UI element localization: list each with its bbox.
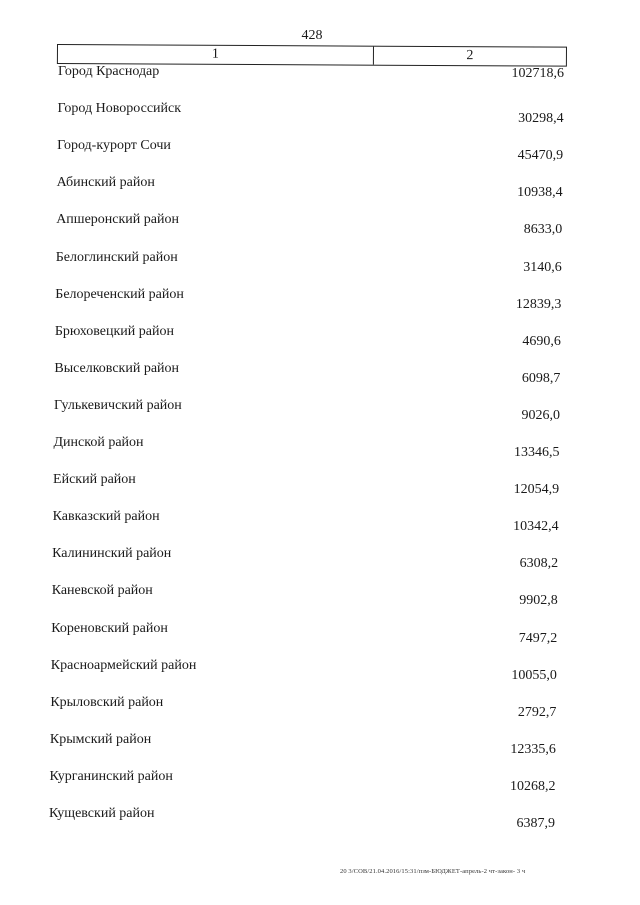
row-name: Кавказский район: [52, 509, 160, 525]
table-row: [0, 435, 640, 460]
row-value: 8633,0: [523, 222, 563, 238]
row-name: Кореновский район: [51, 620, 168, 636]
row-value: 10055,0: [511, 667, 557, 683]
row-value: 10342,4: [513, 519, 559, 535]
row-name: Динской район: [53, 435, 144, 450]
row-name: Крыловский район: [50, 694, 164, 710]
table-row: [0, 731, 640, 757]
row-value: 30298,4: [518, 111, 564, 127]
row-name: Город Краснодар: [58, 64, 160, 79]
row-name: Город-курорт Сочи: [57, 138, 171, 154]
table-row: [0, 583, 640, 609]
row-value: 12335,6: [510, 741, 556, 757]
row-value: 4690,6: [522, 333, 561, 349]
table-row: [0, 64, 640, 84]
table-row: [0, 768, 640, 794]
row-value: 12839,3: [515, 296, 562, 312]
table-row: [0, 101, 640, 127]
row-name: Брюховецкий район: [54, 323, 174, 339]
row-name: Курганинский район: [49, 768, 173, 784]
row-name: Абинский район: [56, 175, 155, 191]
table-row: [0, 249, 640, 275]
row-name: Каневской район: [51, 583, 153, 599]
header-col-2: 2: [466, 48, 474, 64]
table-row: [0, 286, 640, 312]
row-name: Город Новороссийск: [57, 101, 182, 117]
row-value: 2792,7: [517, 704, 557, 720]
row-value: 45470,9: [517, 148, 564, 164]
table-row: [0, 472, 640, 498]
table-row: [0, 694, 640, 720]
table-row: [0, 620, 640, 646]
footer-code: 20 3/СОВ/21.04.2016/15:31/пзм-БЮДЖЕТ-апрель-2 чт-закон- 3 ч: [340, 868, 526, 875]
row-value: 10938,4: [517, 185, 563, 201]
header-col-1: 1: [58, 45, 374, 65]
table-row: [0, 323, 640, 349]
row-name: Калининский район: [52, 546, 172, 562]
row-value: 6098,7: [521, 370, 561, 386]
row-value: 7497,2: [518, 630, 558, 646]
table-row: [0, 509, 640, 535]
row-name: Выселковский район: [54, 360, 180, 376]
table-row: [0, 360, 640, 386]
page-number: 428: [301, 28, 323, 43]
table-row: [0, 806, 640, 831]
row-name: Апшеронский район: [56, 212, 179, 228]
row-value: 13346,5: [514, 445, 560, 460]
row-value: 6308,2: [519, 556, 559, 572]
table-row: [0, 546, 640, 572]
table-row: [0, 657, 640, 683]
row-name: Белореченский район: [55, 286, 184, 302]
table-row: [0, 138, 640, 164]
row-value: 3140,6: [523, 259, 562, 275]
table-row: [0, 212, 640, 238]
row-name: Гулькевичский район: [53, 397, 182, 413]
row-value: 102718,6: [511, 66, 564, 81]
row-value: 9026,0: [521, 407, 560, 423]
row-value: 6387,9: [516, 816, 555, 831]
table-row: [0, 175, 640, 201]
row-name: Красноармейский район: [50, 657, 197, 673]
row-name: Крымский район: [49, 731, 152, 747]
row-value: 9902,8: [519, 593, 558, 609]
row-value: 12054,9: [513, 482, 560, 498]
row-name: Кущевский район: [49, 806, 155, 821]
row-value: 10268,2: [509, 778, 556, 794]
row-name: Белоглинский район: [55, 249, 178, 265]
row-name: Ейский район: [53, 472, 136, 488]
table-row: [0, 397, 640, 423]
